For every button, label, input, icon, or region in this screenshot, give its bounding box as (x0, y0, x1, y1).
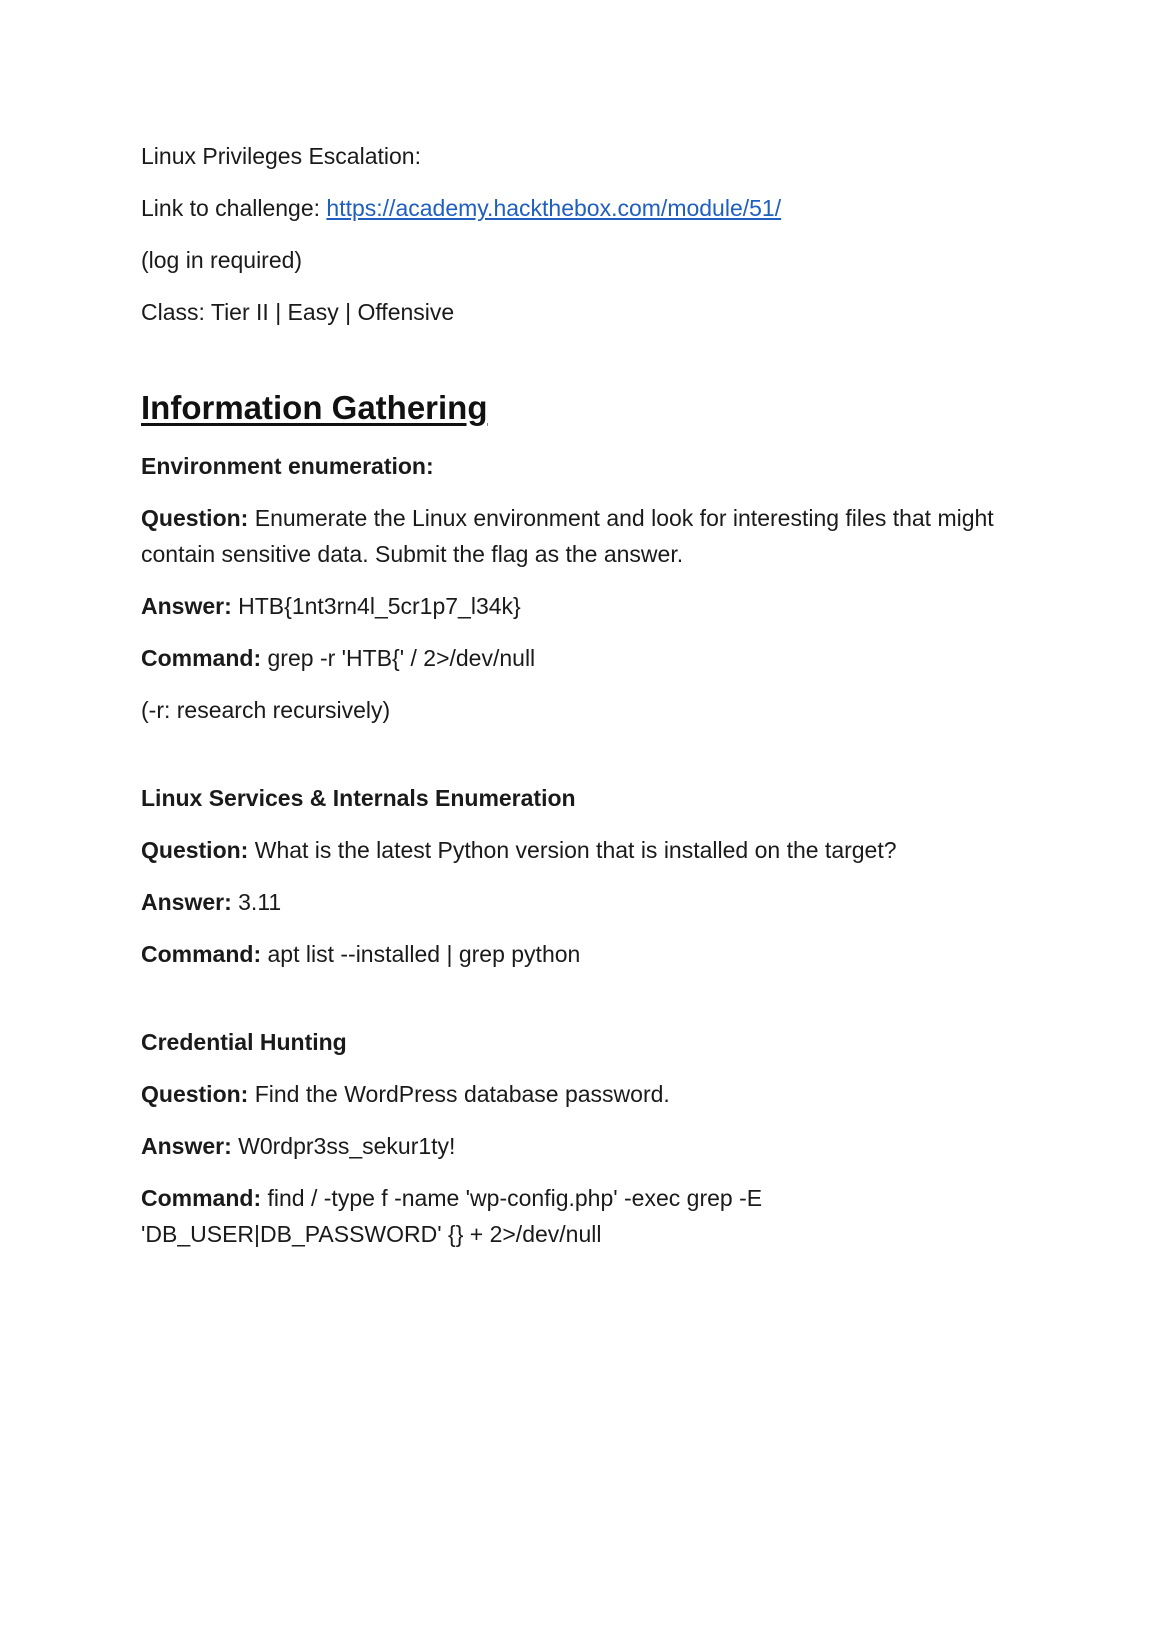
intro-block (141, 138, 1021, 330)
answer-label: Answer: (141, 889, 232, 915)
answer-line (141, 588, 1021, 624)
question-text: Enumerate the Linux environment and look for interesting files that might contain sensitive data. Submit the flag as the answer. (141, 505, 994, 567)
command-note: (-r: research recursively) (141, 697, 391, 723)
command-label: Command: (141, 1185, 262, 1211)
answer-label: Answer: (141, 593, 232, 619)
document-body (141, 138, 1021, 1304)
document-title-line: Linux Privileges Escalation: (141, 143, 421, 169)
login-note: (log in required) (141, 247, 303, 273)
answer-text: HTB{1nt3rn4l_5cr1p7_l34k} (231, 593, 521, 619)
challenge-link-line (141, 190, 1021, 226)
qa-block (141, 1076, 1021, 1252)
challenge-link[interactable]: https://academy.hackthebox.com/module/51/ (326, 195, 782, 221)
command-line (141, 936, 1021, 972)
answer-label: Answer: (141, 1133, 232, 1159)
subsection-services-internals (141, 780, 1021, 972)
question-label: Question: (141, 505, 249, 531)
subsection-title: Credential Hunting (141, 1029, 347, 1055)
question-text: What is the latest Python version that is installed on the target? (248, 837, 897, 863)
command-line (141, 1180, 1021, 1252)
question-label: Question: (141, 1081, 249, 1107)
answer-line (141, 884, 1021, 920)
command-label: Command: (141, 645, 262, 671)
command-label: Command: (141, 941, 262, 967)
answer-line (141, 1128, 1021, 1164)
command-text: find / -type f -name 'wp-config.php' -exec grep -E 'DB_USER|DB_PASSWORD' {} + 2>/dev/null (141, 1185, 763, 1247)
question-line (141, 832, 1021, 868)
answer-text: 3.11 (231, 889, 282, 915)
challenge-link-prefix: Link to challenge: (141, 195, 327, 221)
command-text: apt list --installed | grep python (261, 941, 581, 967)
command-text: grep -r 'HTB{' / 2>/dev/null (261, 645, 536, 671)
subsection-title: Linux Services & Internals Enumeration (141, 785, 576, 811)
question-line (141, 1076, 1021, 1112)
qa-block (141, 832, 1021, 972)
question-line (141, 500, 1021, 572)
section-heading: Information Gathering (141, 389, 488, 426)
answer-text: W0rdpr3ss_sekur1ty! (231, 1133, 456, 1159)
subsection-title: Environment enumeration: (141, 453, 434, 479)
qa-block (141, 500, 1021, 728)
subsection-credential-hunting (141, 1024, 1021, 1252)
subsection-environment-enumeration (141, 448, 1021, 728)
question-text: Find the WordPress database password. (248, 1081, 670, 1107)
command-line (141, 640, 1021, 676)
question-label: Question: (141, 837, 249, 863)
class-line: Class: Tier II | Easy | Offensive (141, 299, 455, 325)
